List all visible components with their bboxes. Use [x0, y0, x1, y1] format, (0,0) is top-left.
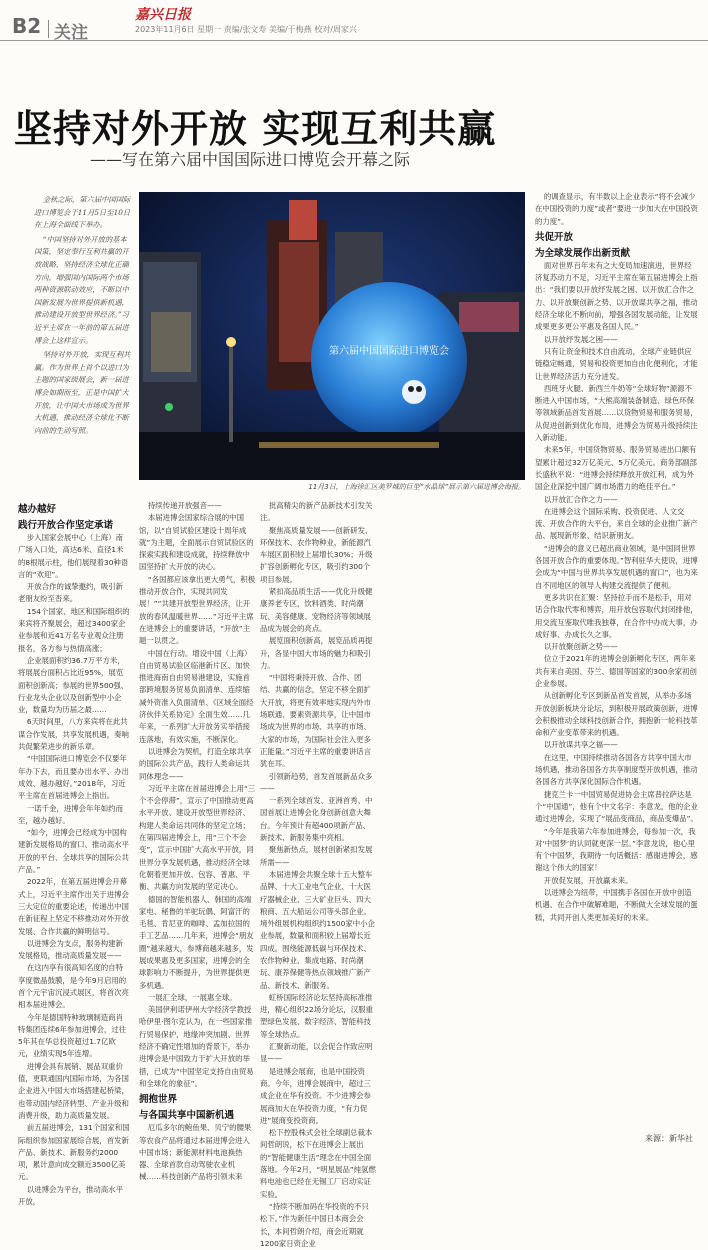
source-credit: 来源：新华社: [645, 1134, 693, 1143]
section-heading: 越办越好: [18, 504, 57, 515]
body-paragraph: 本届进博会共聚全球十五大整车品牌、十大工业电气企业、十大医疗器械企业、三大矿业巨头、四大粮商、五大船运公司等头部企业。境外组展机构组织约1500家中小企业参展，数量和面积较上届增长近四成。围绕能源低碳与环保技术、农作物种业、集成电路、时尚潮玩、康养保健等热点领域推广新产品、新技术、新服务。: [260, 869, 375, 990]
body-paragraph: 今年是德国特种玻璃制造商肖特集团连续6年参加进博会，过往5年其在华总投资超过1.7亿欧元，业绩实现5年连增。: [18, 1012, 127, 1059]
body-paragraph: 更多共识在汇聚：坚持拉手而不是松手，用对话合作取代零和博弈，用开放包容取代封闭排他，用交流互鉴取代唯我独尊，在合作中办成大事，办成好事、办成长久之事。: [535, 592, 698, 639]
body-paragraph: 开放促发展，开放赢未来。: [543, 875, 633, 885]
night-city-photo: [139, 192, 525, 480]
body-paragraph: 德国的智能机器人、韩国的高端家电、秘鲁的羊驼玩偶、阿富汗的毛毯、肯尼亚的咖啡、孟加拉国的手工艺品……几年来，进博会“朋友圈”越来越大，参博商越来越多，发展成果惠及更多国家，进博会的全球影响力不断提升，为世界提供更多机遇。: [139, 894, 254, 990]
body-paragraph: 一诺千金，进博会年年如约而至，越办越好。: [18, 803, 123, 825]
body-paragraph: 以开放纾发展之困——: [543, 334, 618, 344]
intro-paragraph: “中国坚持对外开放的基本国策，坚定奉行互利共赢的开放战略，坚持经济全球化正确方向，增强国内国际两个市场两种资源联动效应，不断以中国新发展为世界提供新机遇，推动建设开放型世界经济。”习近平主席在一年前的第五届进博会上这样宣示。: [34, 234, 129, 345]
body-paragraph: 西班牙火腿、新西兰牛奶等“全球好物”源源不断进入中国市场，“大熊高端装备制造、绿色环保等领域新品首发首展……以货物贸易和服务贸易，从促进创新到优化布局，进博会为贸易升级持续注入新动能。: [535, 383, 698, 443]
intro-paragraph: 金秋之际，第六届中国国际进口博览会于11月5日至10日在上海全面线下举办。: [34, 195, 131, 230]
body-paragraph: 前五届进博会，131个国家和国际组织参加国家展综合展，首发新产品、新技术、新服务约2000项，累计意向成交额近3500亿美元。: [18, 1123, 130, 1182]
section-heading: 与各国共享中国新机遇: [139, 1110, 235, 1122]
body-paragraph: 154个国家、地区和国际组织的来宾将齐聚展会，超过3400家企业参展和近41万名专业观众注册报名，各方参与热情高涨；: [18, 606, 130, 653]
article-column-3: [260, 500, 376, 1248]
body-paragraph: 紧扣高品质生活——优化升级健康养老专区，饮料酒类、时尚潮玩、美容健康、宠物经济等领域展品成为展会的亮点。: [260, 587, 373, 633]
body-paragraph: 是进博会展商，也是中国投资商。今年，进博会展商中，超过三成企业在华有投资。不少进博会参展商加大在华投资力度，“有力促进”展商变投资商。: [260, 1066, 371, 1125]
body-paragraph: 批高精尖的新产品新技术引发关注。: [260, 501, 373, 523]
photo-caption: 11月3日，上海徐汇区美罗城的巨型“水晶球”展示第六届进博会海报。: [308, 483, 525, 491]
body-paragraph: “进博会的意义已超出商业领域，是中国同世界各国开放合作的重要体现。”智利驻华大使说，进博会成为“中国与世界共享发展机遇的窗口”，也为来自不同地区的领导人构建交流提供了便利。: [535, 543, 698, 590]
body-paragraph: 习近平主席在首届进博会上用“三个不会停滞”，宣示了中国推动更高水平开放、建设开放型世界经济、构建人类命运共同体的坚定立场；在第四届进博会上，用“三个不会变”，宣示中国扩大高水平开放，同世界分享发展机遇，推动经济全球化朝着更加开放、包容、普惠、平衡、共赢方向发展的坚定决心。: [139, 783, 256, 892]
body-paragraph: 以进博会为契机，打造全球共享的国际公共产品，践行人类命运共同体理念——: [139, 746, 252, 781]
article-column-4: [535, 191, 699, 1125]
body-paragraph: 步入国家会展中心（上海）南广场入口处，高达6米、直径1米的8根展示柱，他们展现着30种语言的“欢迎”。: [18, 533, 129, 579]
body-paragraph: 聚焦高质量发展——创新研发、环保技术、农作物种业、新能源汽车展区面积较上届增长30%；升级扩容创新孵化专区，吸引约300个项目参展。: [260, 525, 373, 584]
body-paragraph: 以开放汇合作之力——: [543, 494, 618, 504]
body-paragraph: 一展汇全球，一展惠全球。: [147, 992, 237, 1002]
body-paragraph: 捷克兰卡一中国贸易促进协会主席普拉萨达是个“中国通”，他有个中文名字：李意龙，他的企业通过进博会，实现了“展品变商品，商品变爆品”。: [535, 789, 698, 824]
header-divider: [48, 20, 49, 38]
body-paragraph: “中国国际进口博览会不仅要年年办下去，而且要办出水平、办出成效、越办越好。”2018年，习近平主席在首届进博会上指出。: [18, 754, 129, 801]
body-paragraph: 展览面积创新高，展览品质再提升，各显中国大市场的魅力和吸引力。: [260, 636, 373, 670]
body-paragraph: 汇聚新动能，以会促合作致应明显——: [260, 1042, 373, 1064]
intro-text: [34, 194, 134, 439]
body-paragraph: 一系列全球首发、亚洲首秀、中国首展让进博会化身创新创意大舞台。今年预计有超400项新产品、新技术、新服务集中亮相。: [260, 796, 373, 843]
body-paragraph: 只有让资金和技术自由流动，全球产业链供应链稳定畅通，贸易和投资更加自由化便利化，才能让世界经济活力充分迸发。: [535, 346, 698, 381]
body-paragraph: 持续传递开放强音——: [147, 501, 222, 510]
section-heading: 为全球发展作出新贡献: [535, 247, 631, 259]
section-heading: 共促开放: [535, 231, 574, 243]
body-paragraph: 在这内享有很高知名度的自特享度微晶鼓膜，是今年9月启用的首个元宇宙沉浸式展区，将首次亮相本届进博会。: [18, 963, 129, 1010]
body-paragraph: 以进博会为平台，推动高水平开放，: [18, 1184, 123, 1207]
body-paragraph: 在进博会这个国际采购、投资促进、人文交流、开放合作的大平台，来自全球的企业推广新产品、展现新形象、结识新朋友。: [535, 506, 698, 541]
body-paragraph: “持续不断加码在华投资的不只松下。”作为新任中国日本商会会长，本间哲朗介绍，商会近期就1200家日资企业: [260, 1201, 369, 1248]
section-name: 关注: [54, 23, 88, 43]
page-code: B2: [12, 14, 42, 38]
section-heading: 拥抱世界: [139, 1094, 178, 1106]
body-paragraph: 松下控股株式会社全球副总裁本间哲朗说，松下在进博会上展出的“智能健康生活”理念在中国全面落地。今年2月，“明星展品”纯氢燃料电池也已经在无锡工厂启动实证实验。: [260, 1128, 376, 1199]
body-paragraph: 2022年，在第五届进博会开幕式上，习近平主席作出关于进博会三大定位的重要论述，传递出中国在新征程上坚定不移推动对外开放发展、合作共赢的鲜明信号。: [18, 877, 129, 936]
body-paragraph: “各国都应该拿出更大勇气，积极推动开放合作，实现共同发展！”“共建开放型世界经济，让开放的春风温暖世界……”习近平主席在进博会上的重要讲话，“开放”主题一以贯之。: [139, 574, 256, 646]
body-paragraph: 进博会具有展销、展品双重价值，更联通国内国际市场，为各国企业进入中国大市场搭建起桥梁，也带动国内经济转型、产业升级和消费升级，助力高质量发展。: [18, 1061, 129, 1120]
body-paragraph: “今年是我第六年参加进博会，每参加一次，我对‘中国梦’的认同就更深一层。”李意龙说，他心里有个中国梦，我期待一句话概括：感谢进博会，感谢这个伟大的国家！: [535, 826, 698, 873]
page-header: [0, 0, 708, 41]
news-photo: [139, 192, 525, 480]
body-paragraph: 以开放谋共享之福——: [543, 740, 618, 750]
body-paragraph: 以开放聚创新之势——: [543, 642, 618, 652]
body-paragraph: “中国将秉持开放、合作、团结、共赢的信念，坚定不移全面扩大开放，将更有效率地实现内外市场联通、要素资源共享，让中国市场成为世界的市场、共享的市场、大家的市场，为国际社会注入更多正能量。”习近平主席的重要讲话言犹在耳。: [260, 673, 371, 769]
body-paragraph: 开放合作的诚挚邀约，吸引新老朋友纷至沓来。: [18, 582, 123, 604]
body-paragraph: 未来5年，中国货物贸易、服务贸易进出口额有望累计超过32万亿美元、5万亿美元。商务部副部长盛秋平说：“进博会持续释放开放红利，成为外国企业深挖中国广阔市场潜力的绝佳平台。”: [535, 445, 697, 492]
body-paragraph: 面对世界百年未有之大变局加速演进，世界经济复苏动力不足，习近平主席在第五届进博会上指出：“我们要以开放纾发展之困、以开放汇合作之力、以开放聚创新之势、以开放谋共享之福，推动经济全球化不断向前，增强各国发展动能，让发展成果更多更公平惠及各国人民。”: [535, 260, 698, 332]
body-paragraph: 位立于2021年的进博会创新孵化专区，两年来共有来自美国、芬兰、德国等国家的300余家初创企业参展。: [535, 654, 697, 688]
body-paragraph: 中国在行动。增设中国（上海）自由贸易试验区临港新片区、加快推进海南自由贸易港建设，实施首部跨境服务贸易负面清单、连续缩减外资准入负面清单、《区域全面经济伙伴关系协定》全面生效……几年来，一系列扩大开放务实举措接连落地，有效实施，不断深化。: [139, 648, 254, 744]
body-paragraph: 虹桥国际经济论坛坚持高标准推进，精心组织22场分论坛，汉服重塑绿色发展、数字经济、智能科技等全球热点。: [260, 992, 373, 1039]
body-paragraph: 以进博会为纽带，中国携手各国在开放中创造机遇、在合作中破解难题，不断做大全球发展的蛋糕，共同开创人类更加美好的未来。: [535, 888, 698, 922]
body-paragraph: 的调查显示，有半数以上企业表示“将不会减少在中国投资的力度”或者“要进一步加大在中国投资的力度”。: [535, 192, 698, 226]
intro-paragraph: 坚持对外开放，实现互利共赢。作为世界上首个以进口为主题的国家级展会，新一届进博会如期而至，正是中国扩大开放，让中国大市场成为世界大机遇，推动经济全球化不断向前的生动写照。: [34, 350, 131, 435]
subheadline: ——写在第六届中国国际进口博览会开幕之际: [90, 150, 411, 169]
header-meta: 2023年11月6日 星期一 责编/张文寿 美编/于梅燕 校对/周家兴: [135, 25, 357, 34]
body-paragraph: 聚焦新热点，展材创新紧扣发展所需——: [260, 845, 373, 867]
body-paragraph: 本届进博会国家综合展的中国馆，以“自贸试验区建设十周年成就”为主题，全面展示自贸试验区的探索实践和建设成就，持续释放中国坚持扩大开放的决心。: [139, 513, 254, 572]
body-paragraph: “如今，进博会已经成为中国构建新发展格局的窗口、推动高水平开放的平台、全球共享的国际公共产品。”: [18, 828, 129, 875]
body-paragraph: 引领新趋势，首发首展新品众多——: [260, 771, 373, 793]
crystal-globe: [311, 282, 467, 438]
body-paragraph: 在这里，中国持续推动各国各方共享中国大市场机遇，推动各国各方共享制度型开放机遇，推动各国各方共享深化国际合作机遇。: [535, 752, 698, 787]
body-paragraph: 厄瓜多尔的鲍鱼果、贝宁的腰果等农食产品将通过本届进博会进入中国市场；新能源材料电池换热器、全球首款自动驾驶农业机械……科技创新产品将引领未来: [139, 1123, 252, 1182]
globe-sign: 第六届中国国际进口博览会: [329, 346, 449, 357]
section-heading: 践行开放合作坚定承诺: [18, 520, 114, 531]
article-column-2: [139, 500, 257, 1182]
body-paragraph: 美国伊利诺伊州大学经济学教授哈伊里·图尔克认为，在一些国家推行贸易保护、地缘冲突加剧、世界经济不确定性增加的背景下，举办进博会是中国致力于扩大开放的举措，已成为“中国坚定支持自由贸易和全球化的象征”。: [139, 1005, 254, 1088]
body-paragraph: 企业展面积约36.7万平方米，将展展台面积占比近95%，展览面积创新高；参展的世界500强、行业龙头企业以及创新型中小企业，数量均为历届之最……: [18, 655, 129, 715]
article-column-1: [18, 500, 130, 1207]
headline: 坚持对外开放 实现互利共赢: [14, 107, 497, 151]
paper-logo: 嘉兴日报: [135, 7, 191, 23]
body-paragraph: 以进博会为支点，服务构建新发展格局，推动高质量发展——: [18, 938, 123, 961]
body-paragraph: 6天时间里，八方来宾将在此共谋合作发展，共享发展机遇，奏响共促繁荣进步的新乐章。: [18, 717, 129, 752]
body-paragraph: 从创新孵化专区到新品首发首展，从举办多场开放创新板块分论坛，到积极开展政策创新，进博会积极推动全球科技创新合作，拥抱新一轮科技革命和产业变革带来的机遇。: [535, 691, 698, 738]
